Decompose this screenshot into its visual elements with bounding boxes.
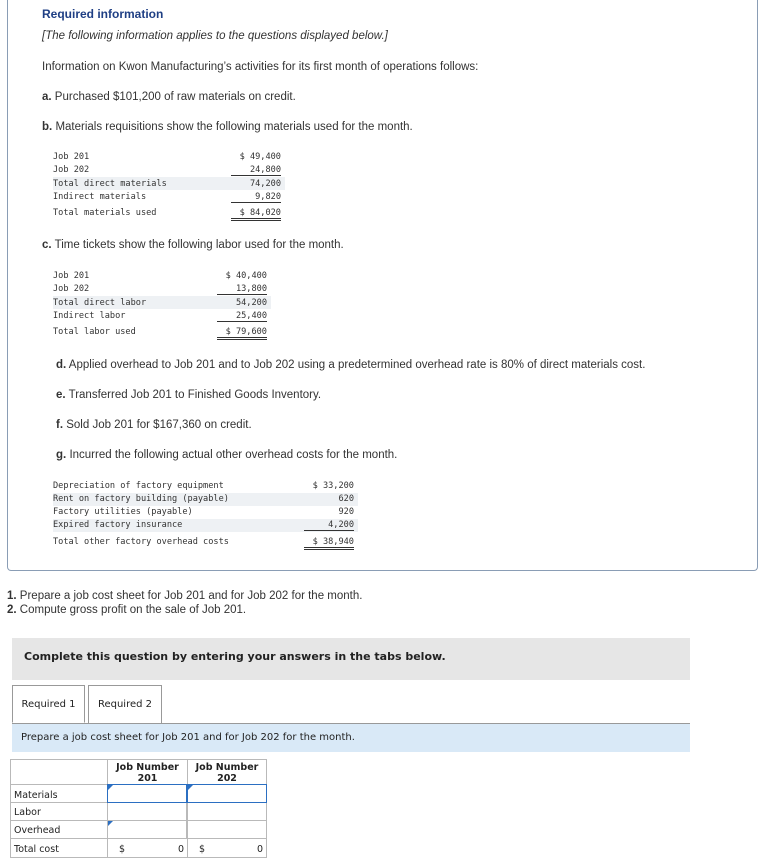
item-e	[56, 389, 321, 401]
materials-row-label: Job 201	[53, 152, 90, 162]
item-a-text: Purchased $101,200 of raw materials on credit.	[54, 91, 296, 103]
labor-table	[53, 270, 271, 342]
item-f-letter: f.	[56, 419, 64, 431]
item-a	[42, 91, 296, 103]
job-201-header	[107, 759, 187, 784]
labor-row-label: Total direct labor	[53, 298, 147, 308]
total-job-201-cell	[107, 839, 187, 858]
item-f	[56, 419, 252, 431]
total-job-202-cell	[187, 839, 267, 858]
total-job-201-currency: $	[119, 844, 126, 855]
materials-table	[53, 151, 285, 223]
required-information-title: Required information	[42, 7, 164, 21]
labor-row-label: Total labor used	[53, 327, 136, 337]
item-e-letter: e.	[56, 389, 66, 401]
overhead-job-201-input[interactable]	[107, 821, 187, 839]
labor-row-value: 25,400	[217, 311, 267, 322]
total-job-201-value: 0	[177, 844, 184, 855]
job-201-header-line1: Job Number	[116, 762, 179, 773]
materials-row-value: $ 84,020	[231, 208, 281, 221]
overhead-row-label: Factory utilities (payable)	[53, 507, 193, 517]
materials-row-label: Indirect materials	[53, 192, 147, 202]
labor-row-value: 54,200	[235, 298, 267, 308]
materials-row-label: Job 202	[53, 165, 90, 175]
item-f-text: Sold Job 201 for $167,360 on credit.	[66, 419, 252, 431]
job-202-header-line1: Job Number	[195, 762, 259, 773]
total-job-202-value: 0	[256, 844, 263, 855]
item-b	[42, 121, 413, 133]
intro-text: Information on Kwon Manufacturing’s activities for its first month of operations follows:	[42, 61, 479, 73]
item-c-letter: c.	[42, 239, 52, 251]
overhead-row-value: $ 33,200	[312, 481, 354, 491]
materials-row-value: 74,200	[249, 179, 281, 189]
labor-row-value: 13,800	[217, 284, 267, 295]
item-g-text: Incurred the following actual other overhead costs for the month.	[69, 449, 398, 461]
item-a-letter: a.	[42, 91, 52, 103]
materials-job-201-input[interactable]	[107, 784, 187, 803]
overhead-row-label: Expired factory insurance	[53, 520, 183, 530]
overhead-row-value: 4,200	[304, 520, 354, 531]
item-c	[42, 239, 344, 251]
materials-job-202-input[interactable]	[187, 784, 267, 803]
labor-job-202-input[interactable]	[187, 803, 267, 821]
job-202-header-line2: 202	[217, 773, 237, 784]
overhead-job-202-input[interactable]	[187, 821, 267, 839]
item-d-text: Applied overhead to Job 201 and to Job 202 using a predetermined overhead rate is 80% of direct materials cost.	[68, 359, 646, 371]
overhead-table	[53, 480, 358, 552]
question-2-text: Compute gross profit on the sale of Job 201.	[19, 604, 247, 616]
required-information-subtitle: [The following information applies to the questions displayed below.]	[42, 30, 388, 42]
labor-row-label: Job 201	[53, 271, 90, 281]
item-d	[56, 359, 645, 371]
item-c-text: Time tickets show the following labor used for the month.	[54, 239, 344, 251]
item-g	[56, 449, 397, 461]
item-e-text: Transferred Job 201 to Finished Goods Inventory.	[68, 389, 322, 401]
instructions-banner	[12, 638, 690, 680]
labor-row-value: $ 40,400	[225, 271, 267, 281]
tab-required-2[interactable]: Required 2	[88, 685, 162, 723]
overhead-row-label: Depreciation of factory equipment	[53, 481, 224, 491]
question-2-number: 2.	[7, 604, 17, 616]
overhead-row-label: Rent on factory building (payable)	[53, 494, 229, 504]
labor-row-label: Indirect labor	[53, 311, 126, 321]
labor-row-value: $ 79,600	[217, 327, 267, 340]
job-202-header	[187, 759, 267, 784]
job-cost-sheet-table	[10, 759, 267, 858]
row-label-total-cost: Total cost	[10, 839, 107, 858]
materials-row-value: $ 49,400	[239, 152, 281, 162]
total-job-202-currency: $	[199, 844, 206, 855]
tab-required-1[interactable]: Required 1	[12, 685, 85, 723]
item-b-text: Materials requisitions show the following materials used for the month.	[55, 121, 413, 133]
item-d-letter: d.	[56, 359, 67, 371]
question-2	[7, 603, 362, 617]
instructions-text: Complete this question by entering your answers in the tabs below.	[24, 650, 446, 663]
materials-row-label: Total direct materials	[53, 179, 167, 189]
question-1-number: 1.	[7, 590, 17, 602]
question-1-text: Prepare a job cost sheet for Job 201 and for Job 202 for the month.	[19, 590, 363, 602]
item-g-letter: g.	[56, 449, 67, 461]
labor-job-201-input[interactable]	[107, 803, 187, 821]
overhead-row-label: Total other factory overhead costs	[53, 537, 229, 547]
materials-row-label: Total materials used	[53, 208, 157, 218]
tab-prompt-bar	[12, 724, 690, 752]
materials-row-value: 9,820	[231, 192, 281, 203]
row-label-materials: Materials	[10, 784, 107, 803]
tab-prompt-text: Prepare a job cost sheet for Job 201 and for Job 202 for the month.	[21, 732, 355, 743]
job-201-header-line2: 201	[137, 773, 158, 784]
materials-row-value: 24,800	[231, 165, 281, 176]
item-b-letter: b.	[42, 121, 53, 133]
overhead-row-value: 620	[338, 494, 354, 504]
question-list	[7, 589, 362, 617]
overhead-row-value: $ 38,940	[304, 537, 354, 550]
labor-row-label: Job 202	[53, 284, 90, 294]
row-label-labor: Labor	[10, 803, 107, 821]
overhead-row-value: 920	[338, 507, 354, 517]
row-label-overhead: Overhead	[10, 821, 107, 839]
question-1	[7, 589, 362, 603]
